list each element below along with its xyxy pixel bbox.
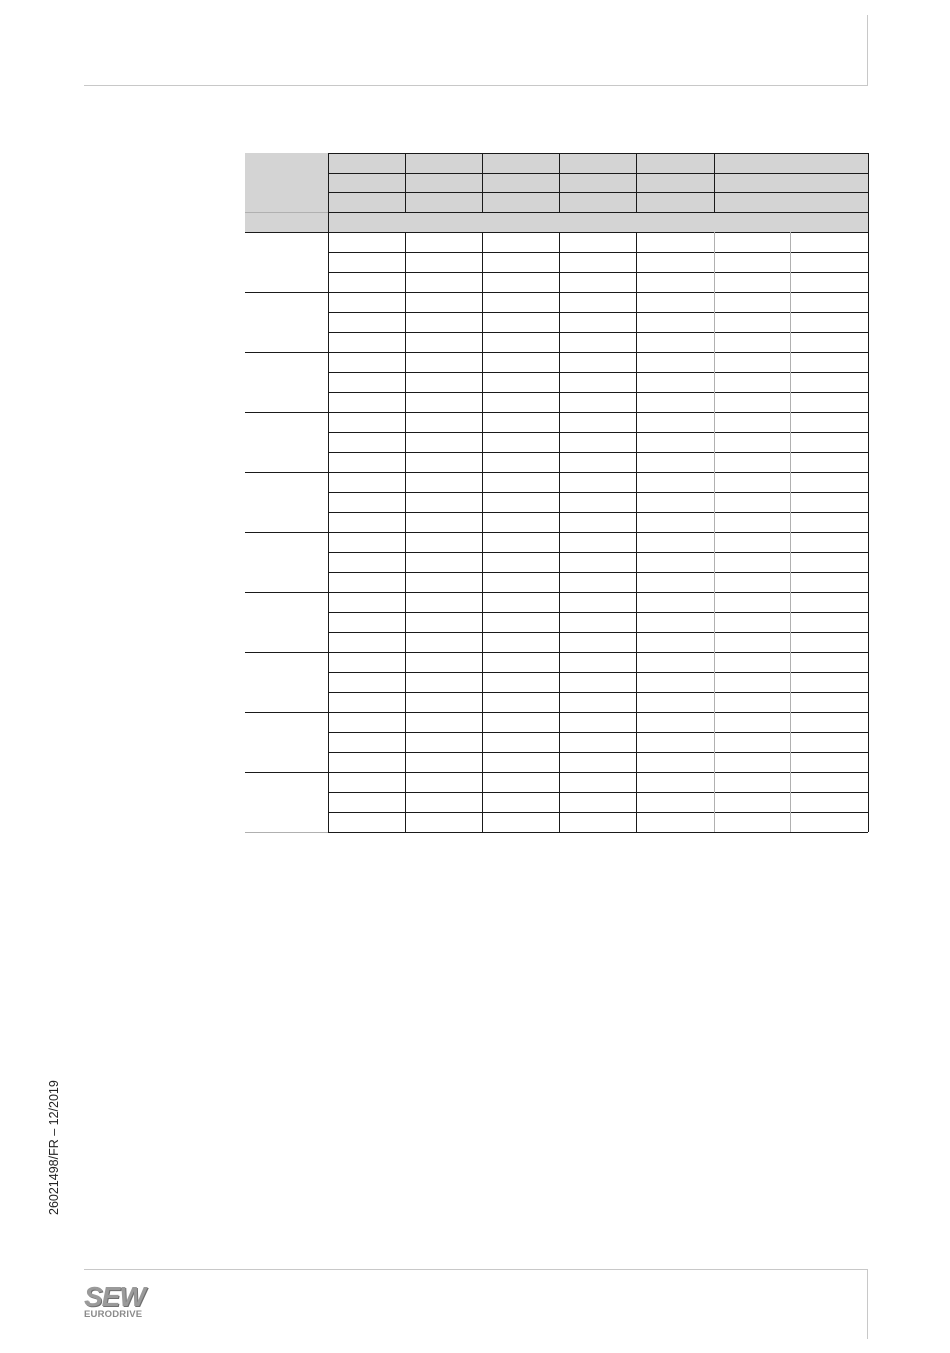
table-band-row xyxy=(245,212,868,232)
header-row-line xyxy=(328,153,868,154)
table-row-line xyxy=(245,772,868,773)
table-row-line xyxy=(245,472,868,473)
table-row-line xyxy=(328,732,868,733)
header-margin-rule xyxy=(867,15,868,85)
table-col-subline xyxy=(790,232,791,832)
table-col-line xyxy=(482,232,483,832)
table-row-line xyxy=(245,292,868,293)
table-col-line xyxy=(636,232,637,832)
footer-margin-rule xyxy=(867,1269,868,1339)
table-col-line xyxy=(714,232,715,832)
table-col-line xyxy=(405,232,406,832)
table-row-line xyxy=(328,432,868,433)
table-row-line xyxy=(245,712,868,713)
table-row-line xyxy=(328,632,868,633)
header-col-line xyxy=(482,153,483,212)
table-bottom-line xyxy=(245,832,328,833)
table-row-line xyxy=(328,252,868,253)
band-row-top-line xyxy=(245,212,328,213)
table-row-line xyxy=(328,672,868,673)
table-col-line xyxy=(868,232,869,832)
table-row-line xyxy=(328,312,868,313)
header-col-line xyxy=(405,153,406,212)
table-row-line xyxy=(328,272,868,273)
table-row-line xyxy=(328,512,868,513)
footer-rule xyxy=(84,1269,868,1270)
table-row-line xyxy=(328,552,868,553)
table-row-line xyxy=(328,452,868,453)
table-row-line xyxy=(328,392,868,393)
table-row-line xyxy=(328,692,868,693)
logo-brand: SEW xyxy=(84,1281,145,1312)
document-code: 26021498/FR – 12/2019 xyxy=(47,1080,61,1215)
header-row-line xyxy=(328,212,868,213)
sew-eurodrive-logo xyxy=(84,1281,154,1320)
table-row-line xyxy=(245,352,868,353)
band-row-line xyxy=(245,232,868,233)
table-row-line xyxy=(328,372,868,373)
table-row-line xyxy=(245,832,868,833)
header-row-line xyxy=(328,173,868,174)
table-row-line xyxy=(328,792,868,793)
header-rule xyxy=(84,85,868,86)
table-row-line xyxy=(245,652,868,653)
table-row-line xyxy=(328,492,868,493)
table-row-line xyxy=(245,592,868,593)
table-row-line xyxy=(328,812,868,813)
table-row-line xyxy=(245,232,868,233)
logo-subtitle: EURODRIVE xyxy=(84,1309,143,1320)
table-row-line xyxy=(245,412,868,413)
table-row-line xyxy=(328,332,868,333)
table-header xyxy=(245,153,868,212)
header-col-line xyxy=(714,153,715,212)
table-row-line xyxy=(328,572,868,573)
header-col-line xyxy=(636,153,637,212)
header-col-line xyxy=(868,153,869,232)
table-row-line xyxy=(328,752,868,753)
header-col-line xyxy=(328,153,329,232)
table-row-line xyxy=(328,612,868,613)
header-col-line xyxy=(559,153,560,212)
table-row-line xyxy=(245,532,868,533)
table-col-line xyxy=(328,232,329,832)
header-row-line xyxy=(328,192,868,193)
table-col-line xyxy=(559,232,560,832)
